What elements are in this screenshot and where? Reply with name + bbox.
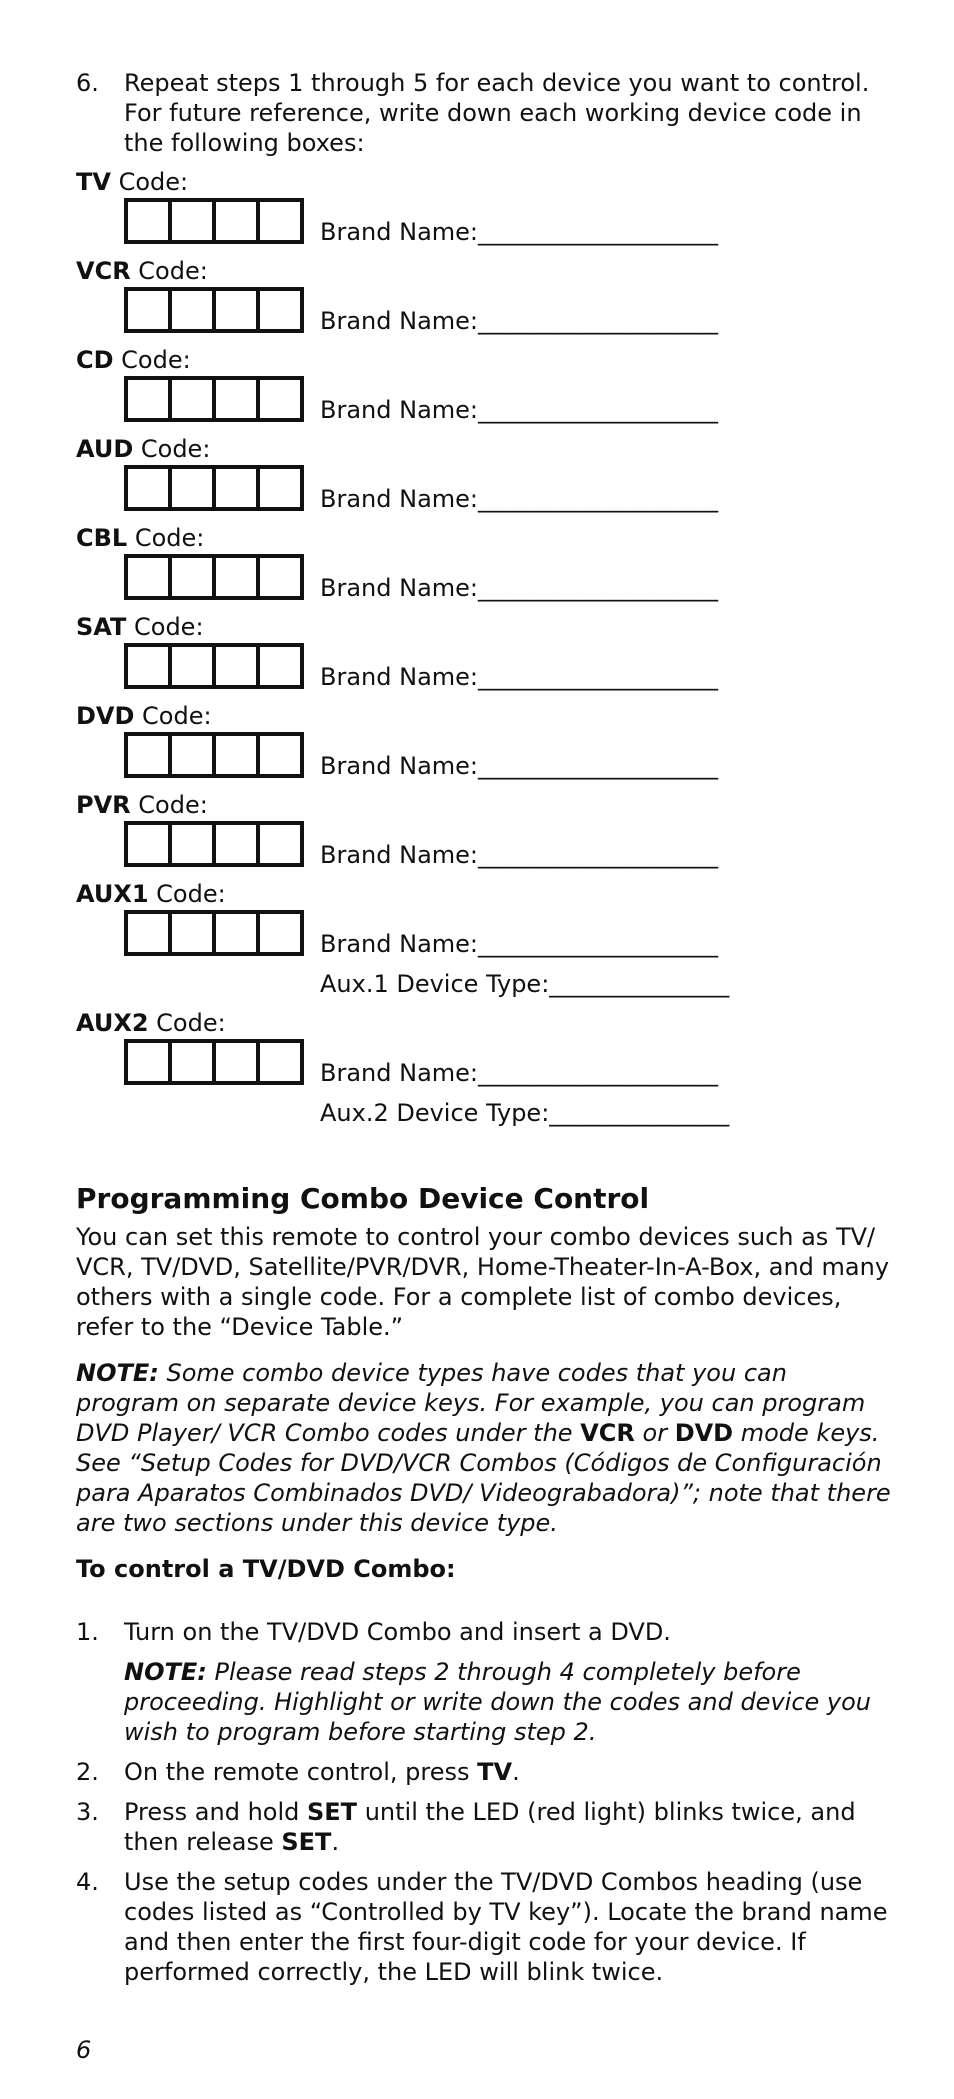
step-text: Turn on the TV/DVD Combo and insert a DVD. — [124, 1618, 671, 1646]
step-4 — [76, 1867, 896, 1987]
section-heading: Programming Combo Device Control — [76, 1182, 650, 1215]
code-suffix: Code: — [130, 791, 208, 819]
code-boxes[interactable] — [124, 198, 300, 244]
code-suffix: Code: — [126, 613, 204, 641]
text: . — [512, 1758, 520, 1786]
code-boxes[interactable] — [124, 376, 300, 422]
code-suffix: Code: — [148, 880, 226, 908]
step-text: Repeat steps 1 through 5 for each device you want to control. For future reference, write down each working device code in the following boxes: — [124, 69, 870, 157]
text: . — [331, 1828, 340, 1856]
step-1 — [76, 1617, 896, 1747]
device-name: PVR — [76, 791, 131, 819]
device-label — [76, 435, 210, 463]
code-boxes[interactable] — [124, 821, 300, 867]
code-suffix: Code: — [148, 1009, 226, 1037]
brand-name-field[interactable]: Brand Name:____________________ — [320, 218, 719, 246]
step-number: 3. — [76, 1798, 99, 1826]
step-note — [124, 1657, 896, 1747]
step-text — [124, 1797, 896, 1857]
step-text — [124, 1757, 896, 1787]
brand-name-field[interactable]: Brand Name:____________________ — [320, 841, 719, 869]
device-label — [76, 1009, 226, 1037]
brand-name-field[interactable]: Brand Name:____________________ — [320, 1059, 719, 1087]
note-label: NOTE: — [76, 1359, 159, 1387]
device-label — [76, 257, 208, 285]
step-number: 4. — [76, 1868, 99, 1896]
code-suffix: Code: — [127, 524, 205, 552]
step-number: 6. — [76, 69, 99, 97]
note-text: or — [634, 1419, 675, 1447]
text: On the remote control, press — [124, 1758, 478, 1786]
device-label — [76, 880, 226, 908]
code-suffix: Code: — [110, 168, 189, 196]
step-3 — [76, 1797, 896, 1857]
step-number: 2. — [76, 1758, 99, 1786]
device-name: AUX2 — [76, 1009, 149, 1037]
brand-name-field[interactable]: Brand Name:____________________ — [320, 574, 719, 602]
device-name: CD — [76, 346, 114, 374]
vcr-key: VCR — [580, 1419, 635, 1447]
note-text: Please read steps 2 through 4 completely before proceeding. Highlight or write down the codes and device you wish to program before starting step 2. — [124, 1658, 871, 1746]
brand-name-field[interactable]: Brand Name:____________________ — [320, 752, 719, 780]
code-boxes[interactable] — [124, 287, 300, 333]
device-label — [76, 524, 204, 552]
intro-paragraph: You can set this remote to control your combo devices such as TV/ VCR, TV/DVD, Satellite/PVR/DVR, Home-Theater-In-A-Box, and many others with a single code. For a complete list of combo devices, refer to the “Device Table.” — [76, 1223, 890, 1341]
device-name: SAT — [76, 613, 127, 641]
code-suffix: Code: — [113, 346, 191, 374]
note-label: NOTE: — [124, 1658, 207, 1686]
device-name: TV — [76, 168, 111, 196]
device-name: DVD — [76, 702, 135, 730]
device-name: AUD — [76, 435, 134, 463]
code-suffix: Code: — [134, 702, 212, 730]
device-label — [76, 613, 204, 641]
device-type-field[interactable]: Aux.2 Device Type:_______________ — [320, 1099, 730, 1127]
code-boxes[interactable] — [124, 1039, 300, 1085]
device-label — [76, 346, 191, 374]
step-2 — [76, 1757, 896, 1787]
step-6 — [76, 68, 896, 158]
code-suffix: Code: — [130, 257, 208, 285]
note-text: mode keys. See “Setup Codes for DVD/VCR Combos (Códigos de Configuración para Aparatos Combinados DVD/ Videograbadora)”; note that there are two sections under this device type. — [76, 1419, 891, 1537]
page-number: 6 — [76, 2036, 92, 2064]
code-boxes[interactable] — [124, 554, 300, 600]
text: Press and hold — [124, 1798, 307, 1826]
step-number: 1. — [76, 1618, 99, 1646]
set-key: SET — [307, 1798, 358, 1826]
code-boxes[interactable] — [124, 643, 300, 689]
brand-name-field[interactable]: Brand Name:____________________ — [320, 663, 719, 691]
device-label — [76, 168, 188, 196]
brand-name-field[interactable]: Brand Name:____________________ — [320, 930, 719, 958]
code-boxes[interactable] — [124, 465, 300, 511]
combo-section — [76, 1182, 896, 1584]
dvd-key: DVD — [674, 1419, 734, 1447]
text: until the LED (red light) blinks twice, and then release — [124, 1798, 856, 1856]
device-label — [76, 702, 212, 730]
code-boxes[interactable] — [124, 732, 300, 778]
device-name: VCR — [76, 257, 131, 285]
set-key: SET — [281, 1828, 332, 1856]
tv-key: TV — [477, 1758, 513, 1786]
code-suffix: Code: — [133, 435, 211, 463]
device-label — [76, 791, 208, 819]
combo-note — [76, 1358, 896, 1538]
step-text: Use the setup codes under the TV/DVD Combos heading (use codes listed as “Controlled by TV key”). Locate the brand name and then enter the first four-digit code for your device. If performed correctly, the LED will blink twice. — [124, 1868, 888, 1986]
subheading: To control a TV/DVD Combo: — [76, 1555, 456, 1583]
device-name: CBL — [76, 524, 128, 552]
brand-name-field[interactable]: Brand Name:____________________ — [320, 396, 719, 424]
brand-name-field[interactable]: Brand Name:____________________ — [320, 307, 719, 335]
code-boxes[interactable] — [124, 910, 300, 956]
device-name: AUX1 — [76, 880, 149, 908]
brand-name-field[interactable]: Brand Name:____________________ — [320, 485, 719, 513]
note-text: Some combo device types have codes that you can program on separate device keys. For example, you can program DVD Player/ VCR Combo codes under the — [76, 1359, 866, 1447]
device-type-field[interactable]: Aux.1 Device Type:_______________ — [320, 970, 730, 998]
